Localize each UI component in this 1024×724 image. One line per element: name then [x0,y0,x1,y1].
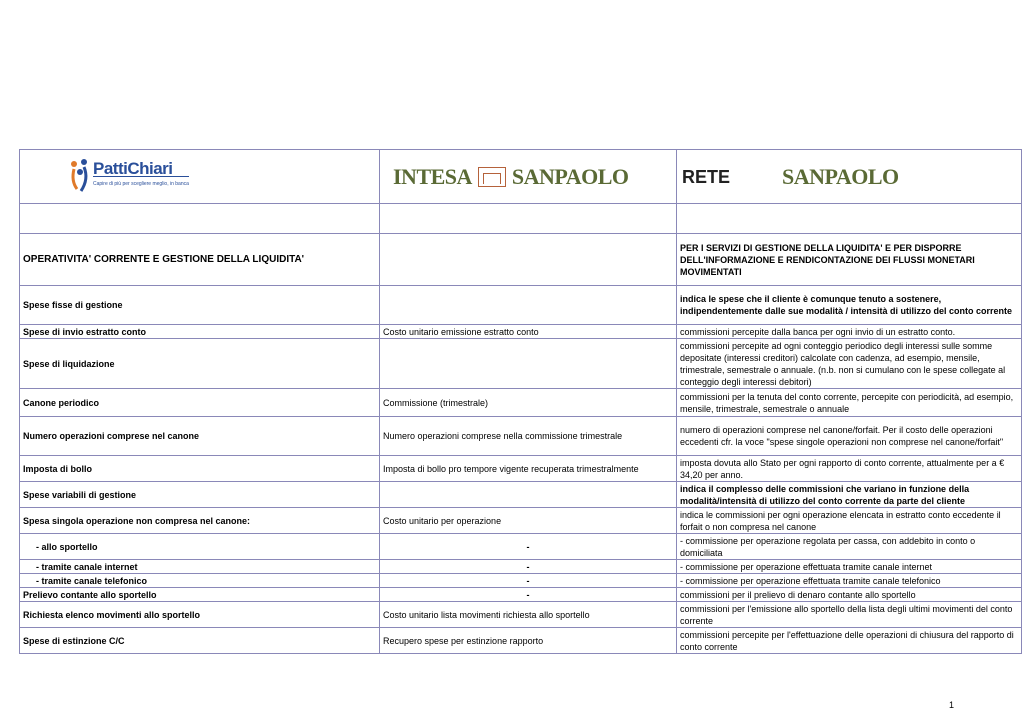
section-header-row [20,234,1022,286]
row-description: - commissione per operazione regolata per cassa, con addebito in conto o domiciliata [677,534,1022,560]
row-description: commissioni percepite ad ogni conteggio periodico degli interessi sulle somme depositate (interessi creditori) calcolate con cadenza, ad esempio, mensile, trimestrale, semestrale o annuale. (n.b. non si cumulano con le spese collegate al conteggio degli interessi debitori) [677,339,1022,389]
row-intesa: - [380,560,677,574]
row-intesa: Numero operazioni comprese nella commissione trimestrale [380,417,677,456]
table-row [20,417,1022,456]
row-intesa: Commissione (trimestrale) [380,389,677,417]
row-label: - allo sportello [20,534,380,560]
table-row [20,339,1022,389]
row-label: Imposta di bollo [20,456,380,482]
section-title: OPERATIVITA' CORRENTE E GESTIONE DELLA LIQUIDITA' [20,234,380,286]
intesa-logo-right: SANPAOLO [511,163,629,189]
patti-chiari-logo [69,159,189,195]
row-label: Spese fisse di gestione [20,286,380,325]
patti-chiari-tagline: Capire di più per scegliere meglio, in banca [93,176,189,190]
table-row [20,628,1022,654]
rete-logo-cell [677,150,1022,204]
row-description: commissioni percepite per l'effettuazione delle operazioni di chiusura del rapporto di conto corrente [677,628,1022,654]
row-label: Numero operazioni comprese nel canone [20,417,380,456]
row-intesa: Imposta di bollo pro tempore vigente recuperata trimestralmente [380,456,677,482]
row-description: commissioni per l'emissione allo sportello della lista degli ultimi movimenti del conto corrente [677,602,1022,628]
intesa-logo-left: INTESA [393,163,472,189]
row-description: - commissione per operazione effettuata tramite canale internet [677,560,1022,574]
table-row [20,456,1022,482]
table-row [20,325,1022,339]
patti-chiari-logo-cell [20,150,380,204]
row-description: indica le commissioni per ogni operazione elencata in estratto conto eccedente il forfait o non compresa nel canone [677,508,1022,534]
row-description: indica le spese che il cliente è comunque tenuto a sostenere, indipendentemente dalle sue modalità / intensità di utilizzo del conto corrente [677,286,1022,325]
row-label: Spese di estinzione C/C [20,628,380,654]
row-intesa: Costo unitario lista movimenti richiesta allo sportello [380,602,677,628]
patti-chiari-name: PattiChiari [93,159,173,178]
table-row [20,508,1022,534]
people-icon [69,159,91,195]
table-row [20,482,1022,508]
rete-label: RETE [682,166,731,187]
row-intesa: - [380,534,677,560]
row-intesa: - [380,574,677,588]
table-row [20,534,1022,560]
page-number: 1 [949,700,955,710]
table-row [20,574,1022,588]
row-description: indica il complesso delle commissioni che variano in funzione della modalità/intensità di utilizzo del conto corrente da parte del cliente [677,482,1022,508]
row-intesa [380,482,677,508]
row-intesa: Costo unitario emissione estratto conto [380,325,677,339]
row-description: commissioni per la tenuta del conto corrente, percepite con periodicità, ad esempio, mensile, trimestrale, semestrale o annuale [677,389,1022,417]
row-description: numero di operazioni comprese nel canone/forfait. Per il costo delle operazioni eccedenti cfr. la voce "spese singole operazioni non comprese nel canone/forfait" [677,417,1022,456]
row-description: imposta dovuta allo Stato per ogni rapporto di conto corrente, attualmente per a € 34,20 per anno. [677,456,1022,482]
row-label: - tramite canale internet [20,560,380,574]
row-description: commissioni percepite dalla banca per ogni invio di un estratto conto. [677,325,1022,339]
row-label: Spese di invio estratto conto [20,325,380,339]
row-label: Canone periodico [20,389,380,417]
section-description: PER I SERVIZI DI GESTIONE DELLA LIQUIDITA' E PER DISPORRE DELL'INFORMAZIONE E RENDICONTAZIONE DEI FLUSSI MONETARI MOVIMENTATI [677,234,1022,286]
row-description: commissioni per il prelievo di denaro contante allo sportello [677,588,1022,602]
intesa-logo-cell [380,150,677,204]
row-intesa: Recupero spese per estinzione rapporto [380,628,677,654]
sanpaolo-logo: SANPAOLO [782,163,899,189]
intesa-sanpaolo-logo [393,163,629,189]
table-row [20,389,1022,417]
row-intesa [380,286,677,325]
table-row [20,602,1022,628]
row-label: Spesa singola operazione non compresa nel canone: [20,508,380,534]
row-intesa: - [380,588,677,602]
row-label: Spese variabili di gestione [20,482,380,508]
row-label: Prelievo contante allo sportello [20,588,380,602]
table-row [20,286,1022,325]
row-intesa [380,339,677,389]
temple-icon [478,167,506,187]
fee-table [19,149,1022,654]
row-description: - commissione per operazione effettuata tramite canale telefonico [677,574,1022,588]
row-label: - tramite canale telefonico [20,574,380,588]
table-row [20,560,1022,574]
blank-row [20,204,1022,234]
row-label: Spese di liquidazione [20,339,380,389]
row-label: Richiesta elenco movimenti allo sportello [20,602,380,628]
table-row [20,588,1022,602]
row-intesa: Costo unitario per operazione [380,508,677,534]
